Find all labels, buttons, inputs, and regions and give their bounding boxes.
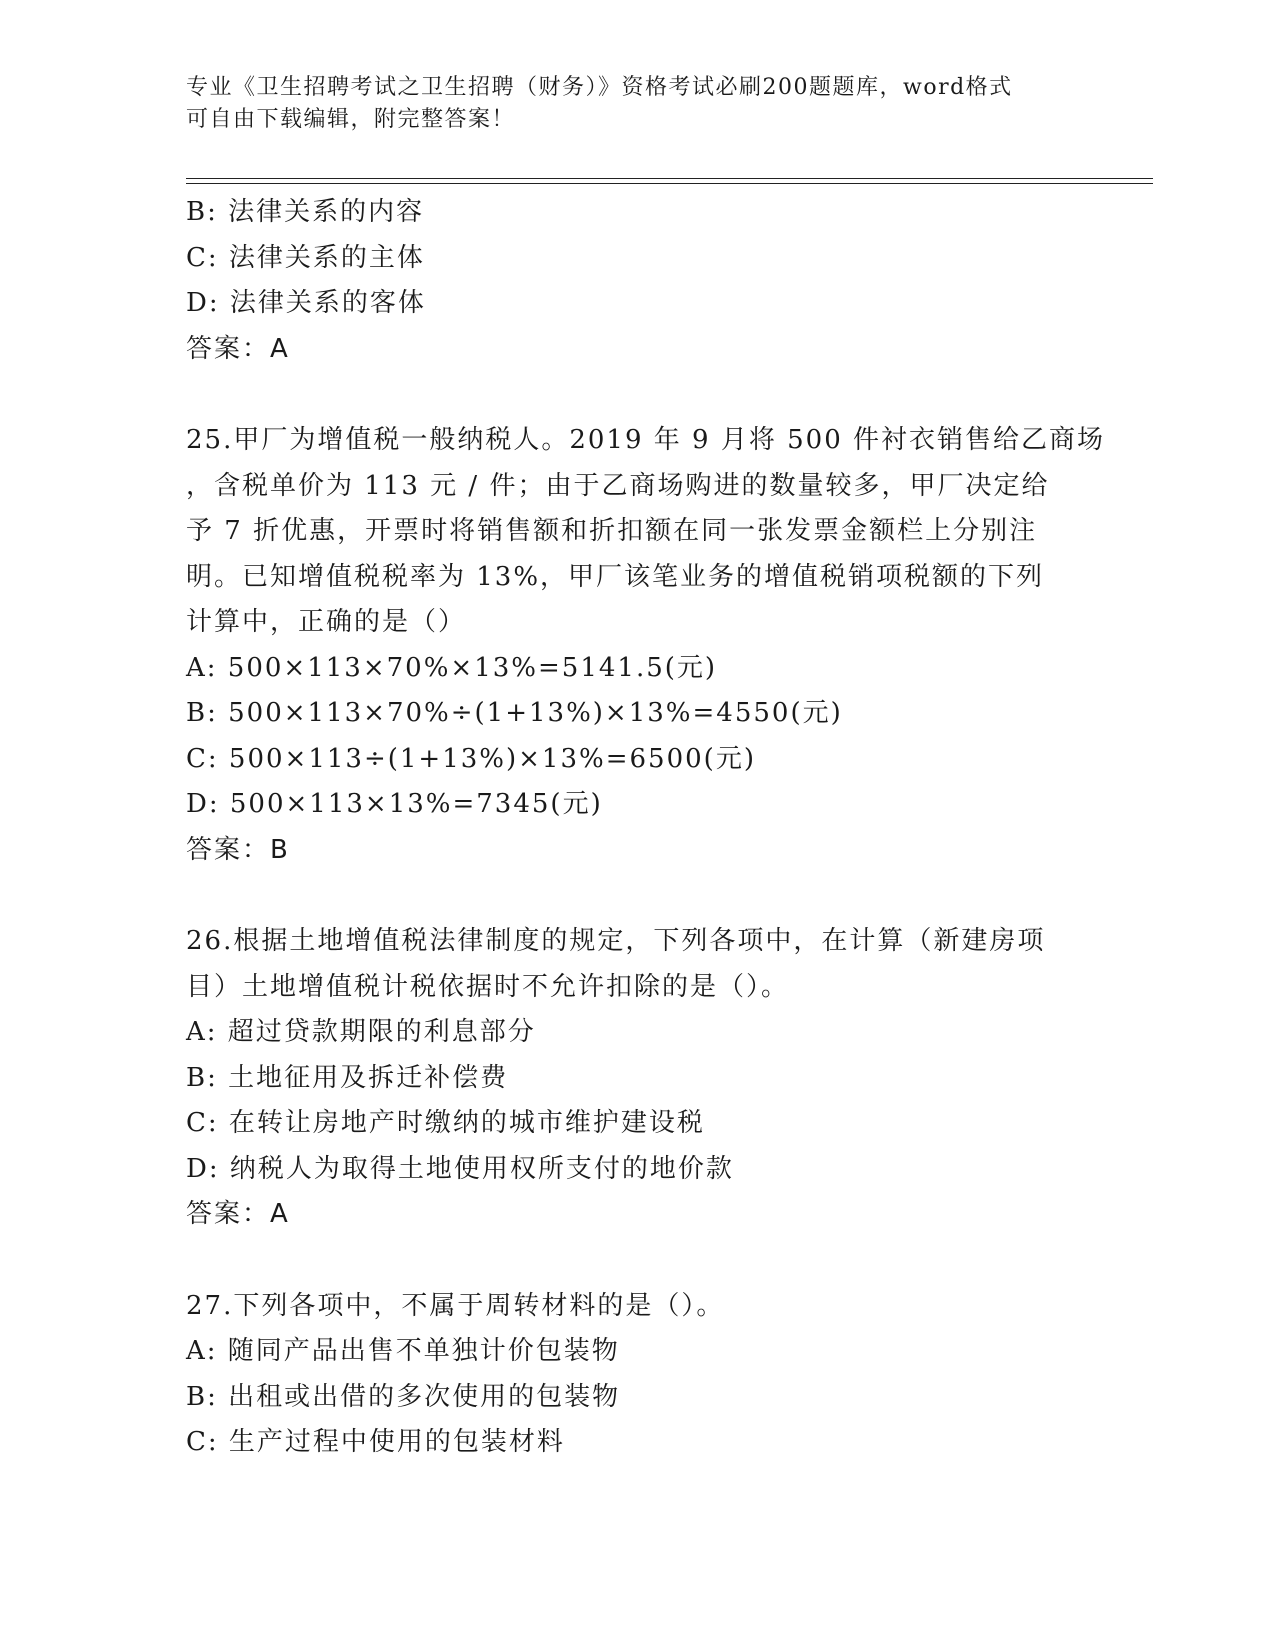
header-divider-top [186, 178, 1153, 179]
spacer [186, 1238, 1086, 1284]
spacer [186, 873, 1086, 919]
option-d: D: 法律关系的客体 [186, 288, 426, 318]
answer-line: 答案：A [186, 333, 290, 364]
header-line-1: 专业《卫生招聘考试之卫生招聘（财务）》资格考试必刷200题题库，word格式 [186, 75, 1013, 100]
option-c: C: 在转让房地产时缴纳的城市维护建设税 [186, 1108, 705, 1138]
question-stem-line: 26.根据土地增值税法律制度的规定，下列各项中，在计算（新建房项 [186, 926, 1046, 956]
header-line-2: 可自由下载编辑，附完整答案！ [186, 107, 516, 132]
option-b: B: 出租或出借的多次使用的包装物 [186, 1381, 621, 1412]
option-b: B: 法律关系的内容 [186, 197, 425, 227]
question-24 [186, 190, 1086, 372]
option-a: A: 超过贷款期限的利息部分 [186, 1017, 536, 1047]
header-divider-bottom [186, 183, 1153, 184]
option-c: C: 生产过程中使用的包装材料 [186, 1427, 565, 1457]
question-25 [186, 418, 1106, 873]
question-stem-line: ，含税单价为 113 元 / 件；由于乙商场购进的数量较多，甲厂决定给 [186, 470, 1050, 501]
spacer [186, 372, 1086, 418]
question-26 [186, 919, 1086, 1238]
option-a: A: 随同产品出售不单独计价包装物 [186, 1336, 620, 1366]
option-d: D: 纳税人为取得土地使用权所支付的地价款 [186, 1153, 734, 1184]
question-stem-line: 明。已知增值税税率为 13%，甲厂该笔业务的增值税销项税额的下列 [186, 561, 1045, 592]
option-c: C: 法律关系的主体 [186, 242, 425, 273]
option-a: A: 500×113×70%×13%=5141.5(元) [186, 652, 718, 683]
question-stem-line: 27.下列各项中，不属于周转材料的是（）。 [186, 1290, 725, 1321]
question-stem-line: 目）土地增值税计税依据时不允许扣除的是（）。 [186, 971, 790, 1002]
option-c: C: 500×113÷(1+13%)×13%=6500(元) [186, 743, 756, 774]
option-d: D: 500×113×13%=7345(元) [186, 789, 603, 819]
question-list [186, 190, 1106, 1466]
answer-line: 答案：B [186, 834, 290, 865]
option-b: B: 土地征用及拆迁补偿费 [186, 1062, 509, 1093]
question-stem-line: 25.甲厂为增值税一般纳税人。2019 年 9 月将 500 件衬衣销售给乙商场 [186, 425, 1106, 455]
question-stem-line: 计算中，正确的是（） [186, 607, 467, 637]
document-header [186, 72, 1086, 136]
option-b: B: 500×113×70%÷(1+13%)×13%=4550(元) [186, 698, 843, 728]
question-stem-line: 予 7 折优惠，开票时将销售额和折扣额在同一张发票金额栏上分别注 [186, 516, 1038, 546]
answer-line: 答案：A [186, 1199, 290, 1229]
question-27 [186, 1284, 1086, 1466]
